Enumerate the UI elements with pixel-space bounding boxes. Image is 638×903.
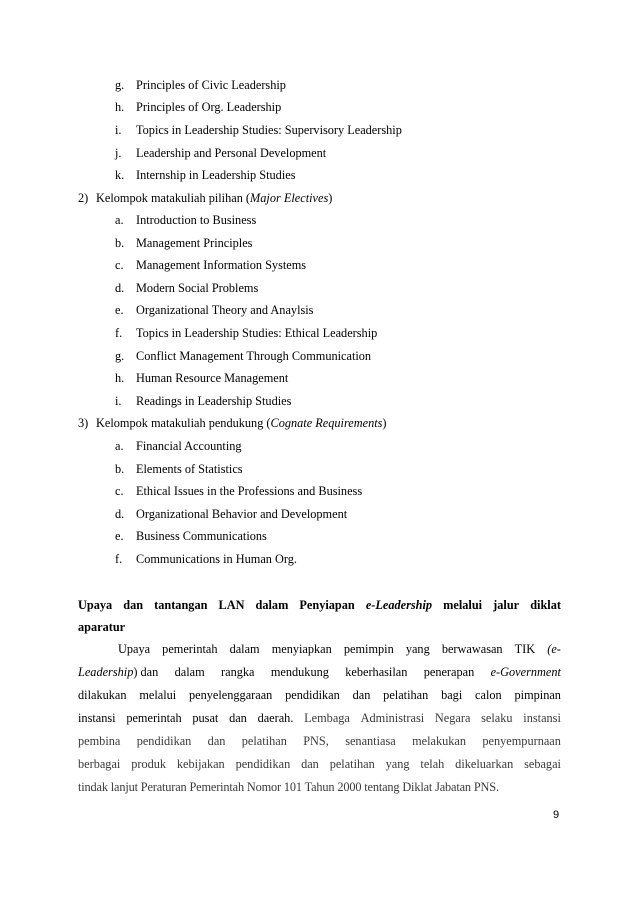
list-item: b. Management Principles (115, 236, 253, 250)
paragraph-line: instansi pemerintah pusat dan daerah. Lembaga Administrasi Negara selaku instansi (78, 711, 561, 725)
list-item: g. Conflict Management Through Communication (115, 349, 372, 363)
group-heading-major-electives: 2) Kelompok matakuliah pilihan (Major Electives) (78, 191, 333, 205)
paragraph-line: Leadership) dan dalam rangka mendukung keberhasilan penerapan e-Government (78, 665, 561, 679)
list-item: d. Organizational Behavior and Development (115, 507, 348, 521)
list-item: a. Financial Accounting (115, 439, 242, 453)
list-item: e. Organizational Theory and Anaylsis (115, 303, 314, 317)
list-item: h. Human Resource Management (115, 371, 289, 385)
list-item: i. Readings in Leadership Studies (115, 394, 292, 408)
list-item: e. Business Communications (115, 529, 267, 543)
list-item: f. Communications in Human Org. (115, 552, 297, 566)
section-heading: Upaya dan tantangan LAN dalam Penyiapan e-Leadership melalui jalur diklat aparatur (78, 598, 561, 634)
page-number: 9 (553, 809, 560, 821)
list-item: b. Elements of Statistics (115, 462, 243, 476)
list-item: c. Ethical Issues in the Professions and Business (115, 484, 363, 498)
list-item: k. Internship in Leadership Studies (115, 168, 296, 182)
list-item: a. Introduction to Business (115, 213, 257, 227)
paragraph-line: dilakukan melalui penyelenggaraan pendidikan dan pelatihan bagi calon pimpinan (78, 688, 561, 702)
list-item: f. Topics in Leadership Studies: Ethical Leadership (115, 326, 378, 340)
paragraph-line: pembina pendidikan dan pelatihan PNS, senantiasa melakukan penyempurnaan (78, 734, 561, 748)
paragraph-line: tindak lanjut Peraturan Pemerintah Nomor 101 Tahun 2000 tentang Diklat Jabatan PNS. (78, 780, 499, 794)
list-item: d. Modern Social Problems (115, 281, 259, 295)
group-heading-cognate-requirements: 3) Kelompok matakuliah pendukung (Cognate Requirements) (78, 416, 387, 430)
list-item: g. Principles of Civic Leadership (115, 78, 286, 92)
list-item: j. Leadership and Personal Development (115, 146, 327, 160)
paragraph-line: berbagai produk kebijakan pendidikan dan pelatihan yang telah dikeluarkan sebagai (78, 757, 561, 771)
list-item: i. Topics in Leadership Studies: Supervisory Leadership (115, 123, 402, 137)
list-item: h. Principles of Org. Leadership (115, 100, 282, 114)
list-item: c. Management Information Systems (115, 258, 307, 272)
paragraph-line: Upaya pemerintah dalam menyiapkan pemimpin yang berwawasan TIK (e- (118, 642, 561, 656)
